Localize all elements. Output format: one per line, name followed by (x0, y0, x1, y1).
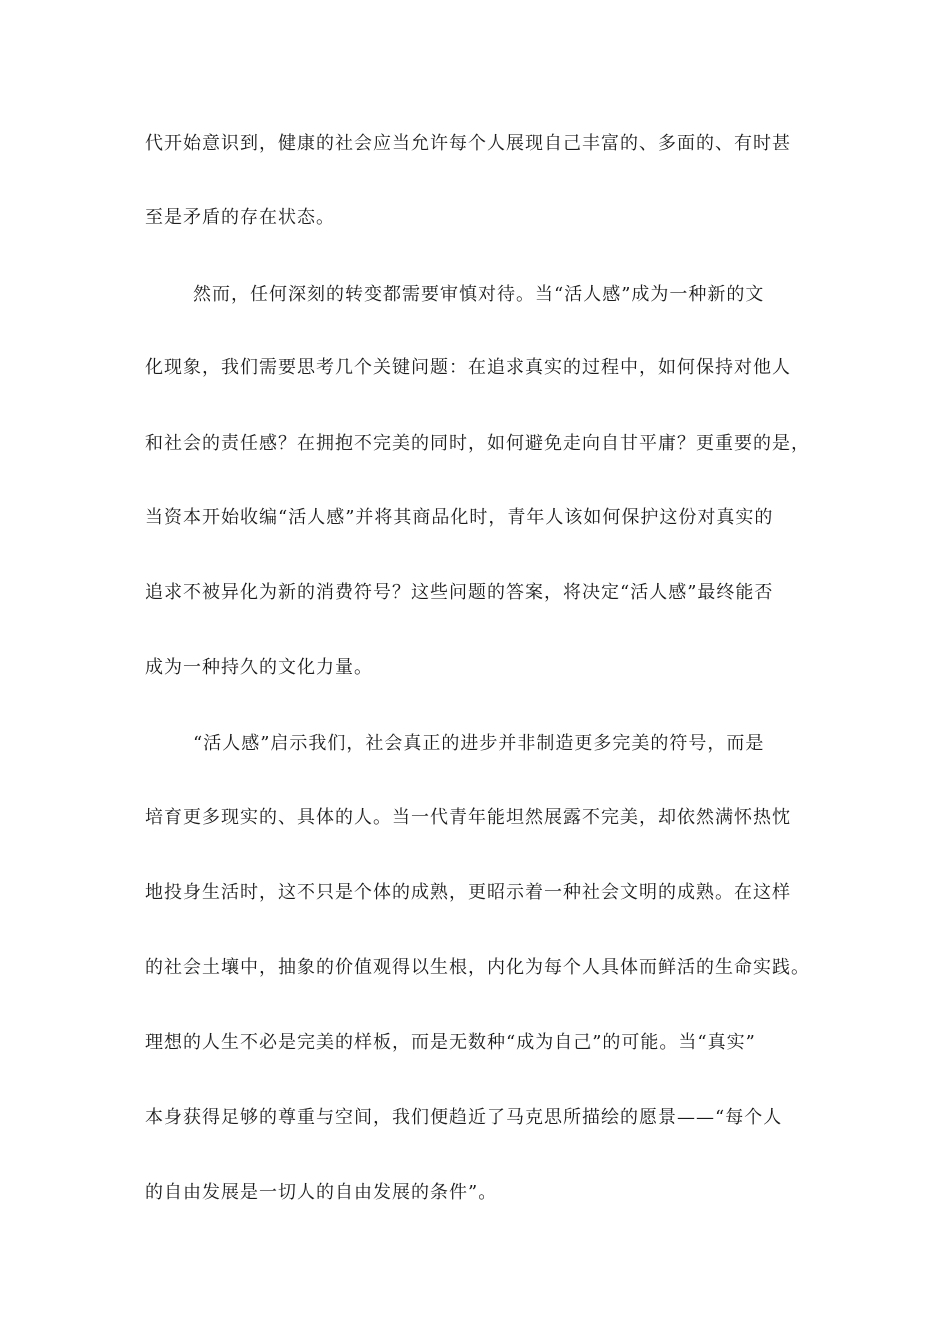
text-line: 培育更多现实的、具体的人。当一代青年能坦然展露不完美，却依然满怀热忱 (145, 807, 791, 828)
text-line: 本身获得足够的尊重与空间，我们便趋近了马克思所描绘的愿景——“每个人 (145, 1107, 783, 1128)
text-line: 至是矛盾的存在状态。 (145, 207, 335, 228)
text-line: 代开始意识到，健康的社会应当允许每个人展现自己丰富的、多面的、有时甚 (145, 133, 791, 154)
text-line: 追求不被异化为新的消费符号？这些问题的答案，将决定“活人感”最终能否 (145, 582, 774, 603)
text-line: 理想的人生不必是完美的样板，而是无数种“成为自己”的可能。当“真实” (145, 1032, 756, 1053)
text-line: 地投身生活时，这不只是个体的成熟，更昭示着一种社会文明的成熟。在这样 (145, 882, 791, 903)
text-line: “活人感”启示我们，社会真正的进步并非制造更多完美的符号，而是 (193, 733, 765, 754)
text-line: 的自由发展是一切人的自由发展的条件”。 (145, 1182, 498, 1203)
text-line: 成为一种持久的文化力量。 (145, 657, 373, 678)
text-line: 然而，任何深刻的转变都需要审慎对待。当“活人感”成为一种新的文 (193, 284, 765, 305)
text-line: 化现象，我们需要思考几个关键问题：在追求真实的过程中，如何保持对他人 (145, 357, 791, 378)
text-line: 和社会的责任感？在拥抱不完美的同时，如何避免走向自甘平庸？更重要的是， (145, 433, 810, 454)
text-line: 的社会土壤中，抽象的价值观得以生根，内化为每个人具体而鲜活的生命实践。 (145, 957, 810, 978)
text-line: 当资本开始收编“活人感”并将其商品化时，青年人该如何保护这份对真实的 (145, 507, 774, 528)
